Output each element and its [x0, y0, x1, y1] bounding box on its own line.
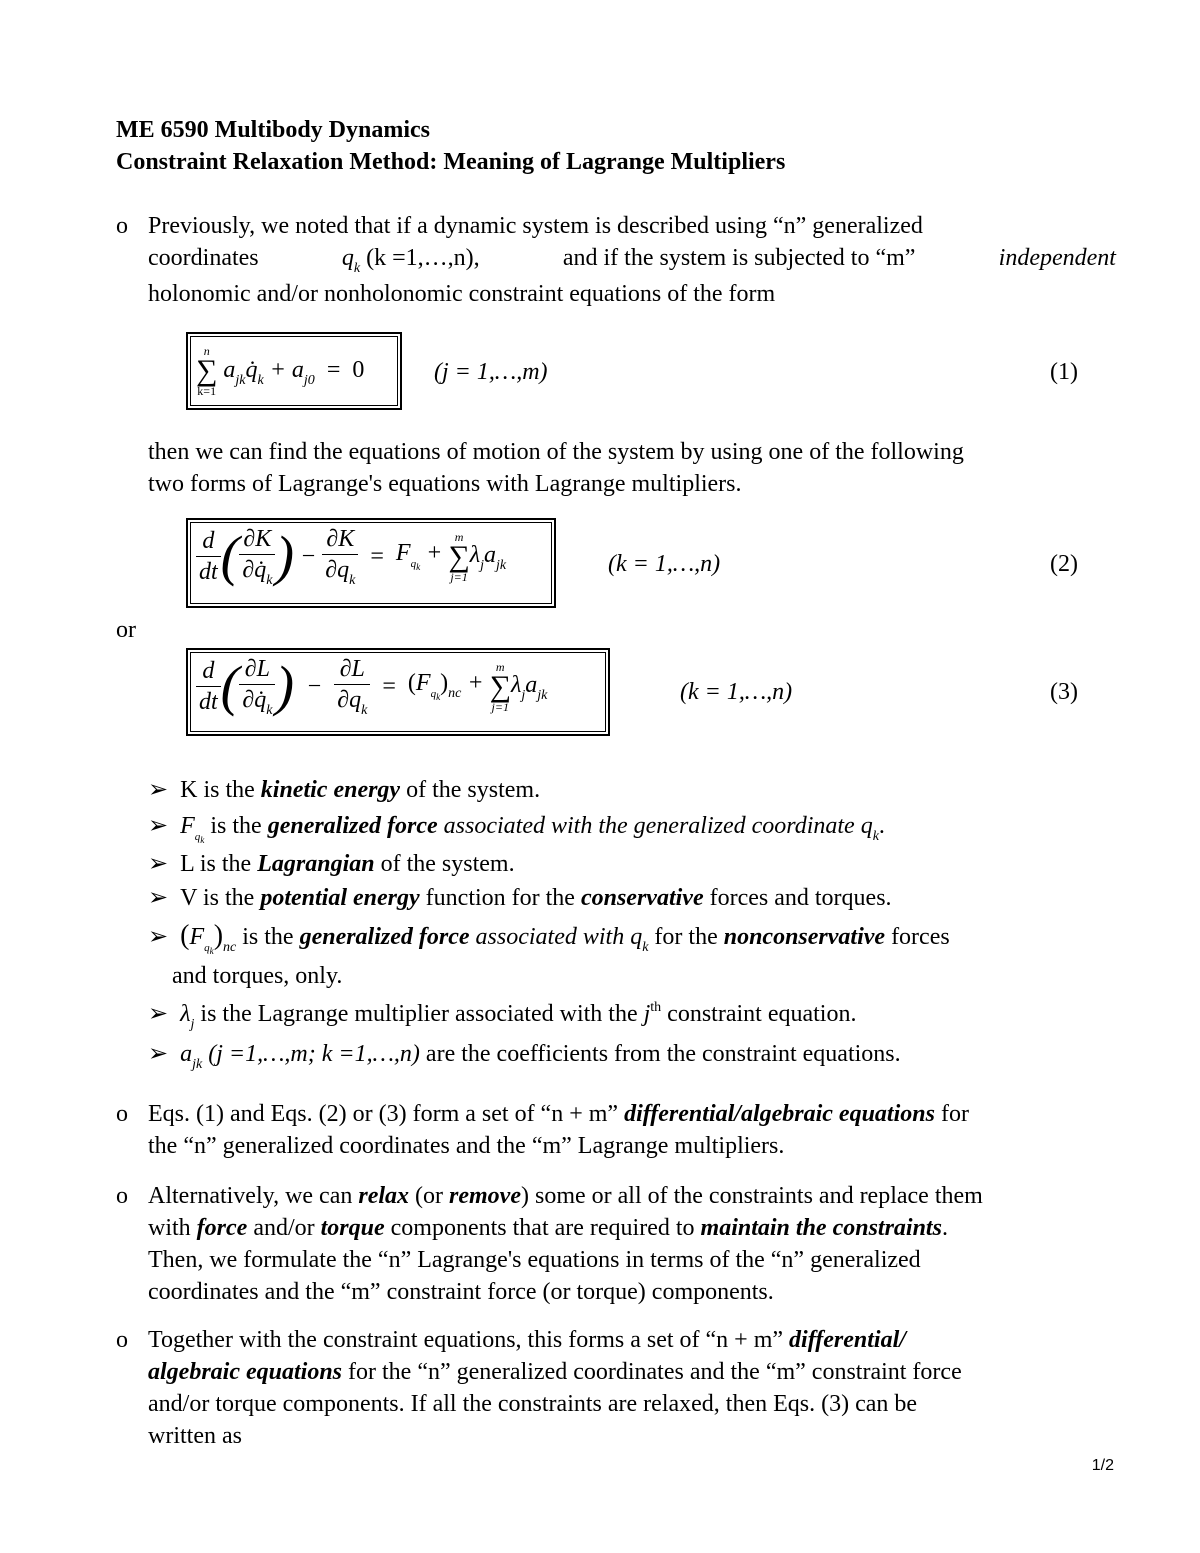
equation-1-range: (j = 1,…,m) [434, 359, 548, 385]
or-label: or [116, 617, 136, 643]
arrow-icon: ➢ [148, 813, 169, 839]
def-lagrangian: ➢ L is the Lagrangian of the system. [148, 851, 515, 877]
paragraph-5: Together with the constraint equations, this forms a set of “n + m” differential/ algebraic equations for the “n” generalized coordinates and the “m” constraint force and/or torque components. If all the constraints are relaxed, then Eqs. (3) can be written as [148, 1327, 962, 1449]
paragraph-3: Eqs. (1) and Eqs. (2) or (3) form a set of “n + m” differential/algebraic equations for the “n” generalized coordinates and the “m” Lagrange multipliers. [148, 1101, 969, 1159]
page-title: Constraint Relaxation Method: Meaning of Lagrange Multipliers [116, 149, 786, 175]
equation-2-box [186, 518, 556, 608]
paragraph-4: Alternatively, we can relax (or remove) some or all of the constraints and replace them with force and/or torque components that are required to maintain the constraints. Then, we formulate the “n” Lagrange's equations in terms of the “n” generalized coordinates and the “m” constraint force (or torque) components. [148, 1183, 983, 1305]
paragraph-2 [148, 436, 1116, 500]
arrow-icon: ➢ [148, 851, 169, 877]
bullet-circle: o [116, 1327, 128, 1353]
paragraph-1 [148, 210, 1116, 310]
equation-3-box [186, 648, 610, 736]
def-potential-energy: ➢ V is the potential energy function for the conservative forces and torques. [148, 885, 892, 911]
p1-line3: holonomic and/or nonholonomic constraint equations of the form [148, 281, 776, 307]
equation-1-number: (1) [1050, 359, 1078, 385]
bullet-circle: o [116, 1101, 128, 1127]
def-nonconservative-force: ➢ $(F_{q_k})_{nc}$ is the generalized force associated with $q_k$ for the nonconservative forces [148, 920, 950, 957]
equation-1-box [186, 332, 402, 410]
def-nonconservative-cont: and torques, only. [172, 963, 343, 989]
arrow-icon: ➢ [148, 777, 169, 803]
bullet-circle: o [116, 213, 128, 239]
equation-1: n ∑ k=1 $a_{jk}q̇_k + a_{j0} = 0$ [196, 344, 365, 398]
page-number: 1/2 [1091, 1457, 1114, 1474]
arrow-icon: ➢ [148, 924, 169, 950]
definition-list [148, 774, 1098, 1076]
p1-line1: Previously, we noted that if a dynamic system is described using “n” generalized [148, 213, 923, 239]
arrow-icon: ➢ [148, 1001, 169, 1027]
p1-line2: coordinates $q_k$ (k =1,…,n), and if the system is subjected to “m” independent [148, 245, 1116, 276]
equation-2-number: (2) [1050, 551, 1078, 577]
def-lagrange-multiplier: ➢ $\lambda_j$ is the Lagrange multiplier associated with the $j^{th}$ constraint equation. [148, 1000, 857, 1032]
equation-2: $\frac{d}{dt}$ ( $\frac{\partial K}{\partial q̇_k}$ ) − $\frac{\partial K}{\partial q_k}$ = $F_{q_k}$ + m ∑ j=1 $\lambda_ja_{jk}$ [196, 524, 506, 589]
def-kinetic-energy: ➢ K is the kinetic energy of the system. [148, 777, 541, 803]
equation-3-number: (3) [1050, 679, 1078, 705]
equation-3-range: (k = 1,…,n) [680, 679, 793, 705]
equation-2-range: (k = 1,…,n) [608, 551, 721, 577]
arrow-icon: ➢ [148, 885, 169, 911]
arrow-icon: ➢ [148, 1041, 169, 1067]
course-title: ME 6590 Multibody Dynamics [116, 117, 431, 143]
p2-line1: then we can find the equations of motion of the system by using one of the following [148, 439, 964, 465]
bullet-circle: o [116, 1183, 128, 1209]
equation-3: $\frac{d}{dt}$ ( $\frac{\partial L}{\partial q̇_k}$ ) − $\frac{\partial L}{\partial q_k}$ = $(F_{q_k})_{nc}$ + m ∑ j=1 $\lambda_ja_{jk}$ [196, 654, 547, 719]
def-coefficients: ➢ $a_{jk}$ (j =1,…,m; k =1,…,n) are the coefficients from the constraint equations. [148, 1041, 901, 1072]
def-generalized-force: ➢ $F_{q_k}$ is the generalized force associated with the generalized coordinate $q_k$. [148, 813, 885, 846]
p2-line2: two forms of Lagrange's equations with Lagrange multipliers. [148, 471, 742, 497]
